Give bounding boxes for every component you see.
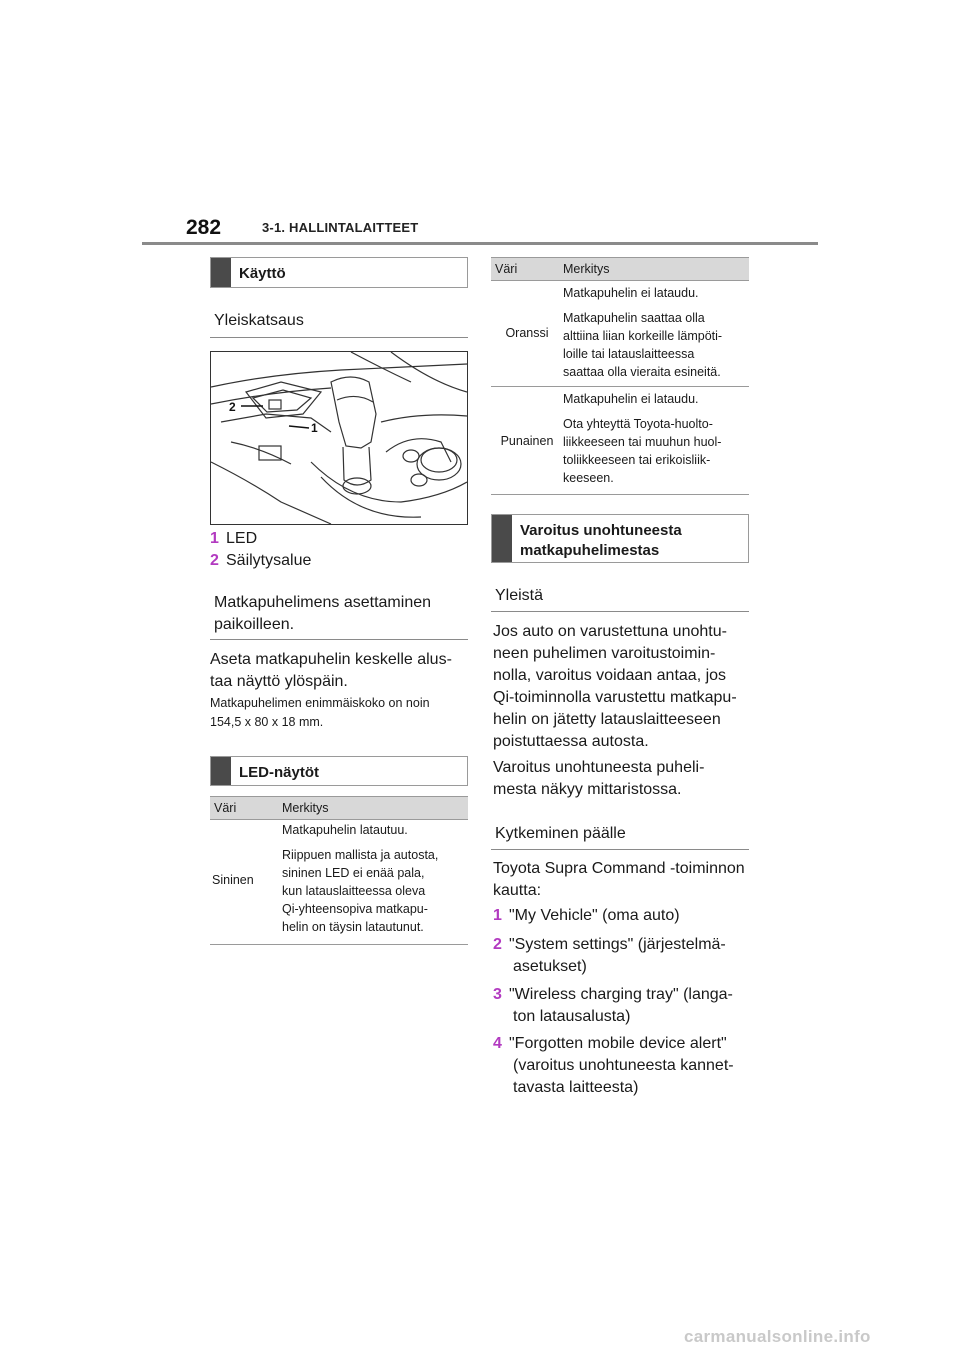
cell-line: Matkapuhelin saattaa olla bbox=[563, 311, 705, 325]
section-title: Käyttö bbox=[239, 265, 286, 282]
header-rule bbox=[142, 242, 818, 245]
paragraph bbox=[493, 757, 755, 801]
section-varoitus bbox=[491, 514, 749, 563]
section-bar bbox=[211, 258, 231, 287]
legend-number: 2 bbox=[210, 552, 219, 569]
subheading-yleista: Yleistä bbox=[491, 585, 749, 612]
step-item bbox=[493, 1033, 755, 1099]
column-header-color: Väri bbox=[495, 262, 518, 276]
table-rule bbox=[210, 944, 468, 945]
paragraph-line: Qi-toiminnolla varustettu matkapu- bbox=[493, 689, 737, 706]
table-rule bbox=[491, 386, 749, 387]
column-header-color: Väri bbox=[214, 801, 237, 815]
table-cell-color: Oranssi bbox=[505, 326, 549, 340]
subheading-yleiskatsaus: Yleiskatsaus bbox=[210, 310, 468, 338]
cell-line: Matkapuhelin ei lataudu. bbox=[563, 286, 699, 300]
legend-item bbox=[210, 528, 257, 550]
paragraph-line: taa näyttö ylöspäin. bbox=[210, 673, 348, 690]
step-line: tavasta laitteesta) bbox=[513, 1079, 639, 1096]
paragraph bbox=[493, 621, 755, 753]
column-header-meaning: Merkitys bbox=[563, 262, 610, 276]
step-line: asetukset) bbox=[513, 958, 587, 975]
paragraph-line: Varoitus unohtuneesta puheli- bbox=[493, 759, 705, 776]
section-bar bbox=[492, 515, 512, 562]
paragraph-line: kautta: bbox=[493, 882, 542, 899]
figure-callout-1: 1 bbox=[311, 421, 318, 435]
note-line: Matkapuhelimen enimmäiskoko on noin bbox=[210, 696, 430, 710]
legend-number: 1 bbox=[210, 530, 219, 547]
step-line: ton latausalusta) bbox=[513, 1008, 631, 1025]
step-line: "Wireless charging tray" (langa- bbox=[509, 986, 733, 1003]
step-number: 3 bbox=[493, 986, 502, 1003]
subheading-line: paikoilleen. bbox=[214, 616, 295, 633]
step-number: 2 bbox=[493, 936, 502, 953]
note-line: 154,5 x 80 x 18 mm. bbox=[210, 715, 324, 729]
section-title bbox=[512, 515, 682, 562]
cell-line: Qi-yhteensopiva matkapu- bbox=[282, 902, 428, 916]
paragraph-line: Jos auto on varustettuna unohtu- bbox=[493, 623, 727, 640]
cell-line: saattaa olla vieraita esineitä. bbox=[563, 365, 721, 379]
step-number: 1 bbox=[493, 907, 502, 924]
cell-line: keeseen. bbox=[563, 471, 614, 485]
table-header bbox=[491, 257, 749, 281]
table-cell-color: Punainen bbox=[500, 434, 554, 448]
cell-line: sininen LED ei enää pala, bbox=[282, 866, 425, 880]
paragraph-line: helin on jätetty latauslaitteeseen bbox=[493, 711, 721, 728]
paragraph-line: neen puhelimen varoitustoimin- bbox=[493, 645, 716, 662]
legend-label: LED bbox=[226, 530, 258, 547]
paragraph-line: poistuttaessa autosta. bbox=[493, 733, 649, 750]
step-item bbox=[493, 934, 755, 978]
figure-callout-2: 2 bbox=[229, 400, 236, 414]
cell-line: Ota yhteyttä Toyota-huolto- bbox=[563, 417, 713, 431]
table-cell-meaning bbox=[563, 284, 753, 381]
table-header bbox=[210, 796, 468, 820]
cell-line: alttiina liian korkeille lämpöti- bbox=[563, 329, 723, 343]
step-number: 4 bbox=[493, 1035, 502, 1052]
figure-drawing bbox=[211, 352, 467, 524]
chapter-title: 3-1. HALLINTALAITTEET bbox=[262, 220, 419, 235]
subheading-kytkeminen: Kytkeminen päälle bbox=[491, 823, 749, 850]
section-title: LED-näytöt bbox=[239, 764, 319, 781]
subheading-asettaminen bbox=[210, 592, 468, 640]
legend-label: Säilytysalue bbox=[226, 552, 312, 569]
charging-tray-figure bbox=[210, 351, 468, 525]
paragraph-line: Toyota Supra Command -toiminnon bbox=[493, 860, 745, 877]
cell-line: Matkapuhelin ei lataudu. bbox=[563, 392, 699, 406]
paragraph bbox=[493, 858, 755, 902]
table-rule bbox=[491, 494, 749, 495]
cell-line: Riippuen mallista ja autosta, bbox=[282, 848, 439, 862]
cell-line: helin on täysin latautunut. bbox=[282, 920, 424, 934]
section-kaytto bbox=[210, 257, 468, 288]
legend-item bbox=[210, 550, 311, 572]
step-line: "System settings" (järjestelmä- bbox=[509, 936, 726, 953]
cell-line: liikkeeseen tai muuhun huol- bbox=[563, 435, 722, 449]
step-item bbox=[493, 984, 755, 1028]
paragraph-line: mesta näkyy mittaristossa. bbox=[493, 781, 682, 798]
watermark: carmanualsonline.info bbox=[684, 1327, 871, 1346]
section-title-line: matkapuhelimestas bbox=[520, 542, 660, 559]
step-line: "My Vehicle" (oma auto) bbox=[509, 907, 680, 924]
column-header-meaning: Merkitys bbox=[282, 801, 329, 815]
cell-line: Matkapuhelin latautuu. bbox=[282, 823, 408, 837]
subheading-line: Matkapuhelimens asettaminen bbox=[214, 594, 432, 611]
page-number: 282 bbox=[186, 216, 222, 239]
paragraph-line: Aseta matkapuhelin keskelle alus- bbox=[210, 651, 452, 668]
table-cell-meaning bbox=[563, 390, 753, 487]
paragraph bbox=[210, 649, 470, 693]
section-bar bbox=[211, 757, 231, 785]
cell-line: toliikkeeseen tai erikoisliik- bbox=[563, 453, 711, 467]
paragraph-line: nolla, varoitus voidaan antaa, jos bbox=[493, 667, 727, 684]
section-led-naytot bbox=[210, 756, 468, 786]
step-item bbox=[493, 905, 755, 927]
cell-line: loille tai latauslaitteessa bbox=[563, 347, 695, 361]
step-line: "Forgotten mobile device alert" bbox=[509, 1035, 727, 1052]
table-cell-color: Sininen bbox=[212, 873, 254, 887]
step-line: (varoitus unohtuneesta kannet- bbox=[513, 1057, 734, 1074]
table-cell-meaning bbox=[282, 821, 468, 936]
section-title-line: Varoitus unohtuneesta bbox=[520, 522, 682, 539]
cell-line: kun latauslaitteessa oleva bbox=[282, 884, 426, 898]
size-note bbox=[210, 694, 470, 732]
